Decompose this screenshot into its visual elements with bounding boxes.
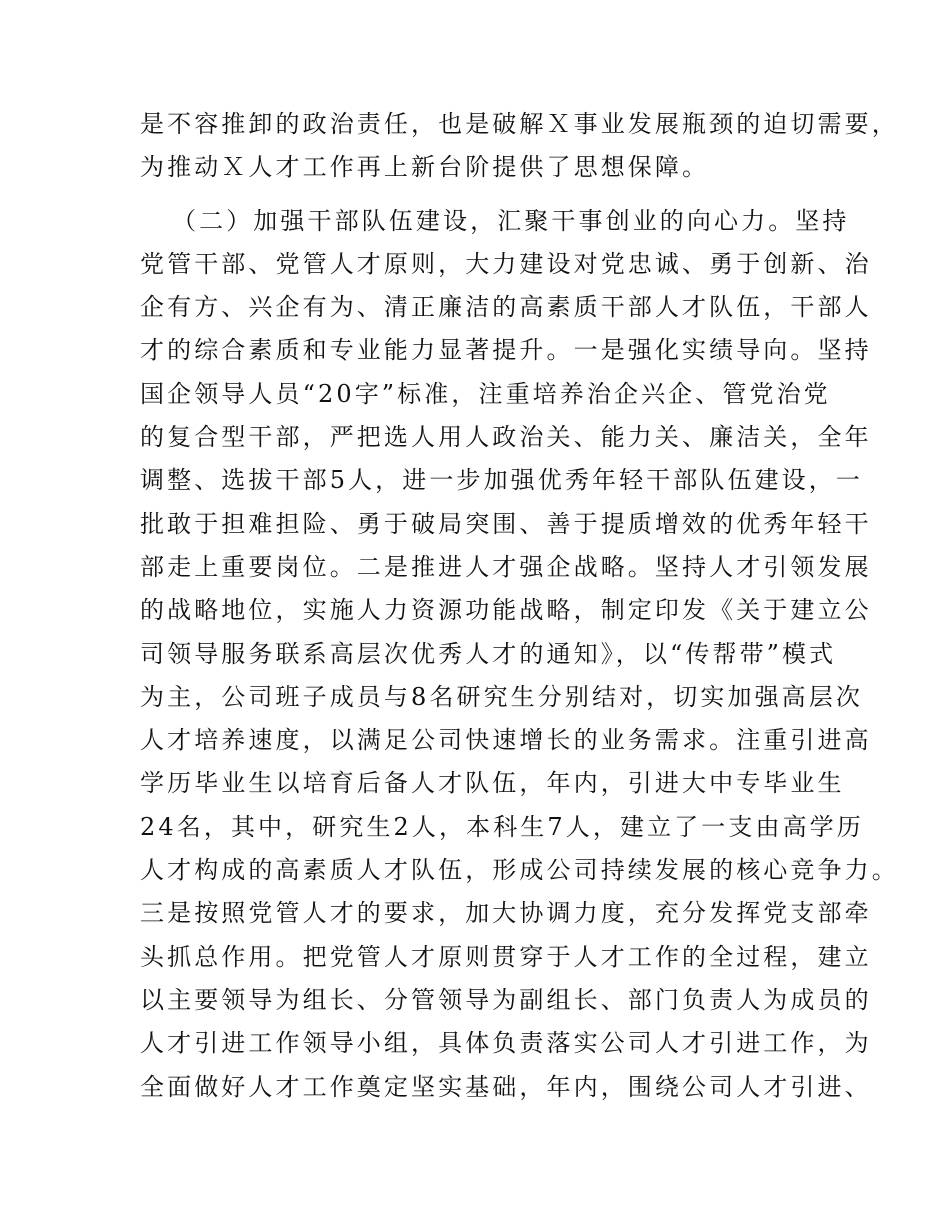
paragraph-spacer — [140, 190, 812, 200]
text-line: 人才构成的高素质人才队伍，形成公司持续发展的核心竞争力。 — [140, 856, 899, 885]
text-line: 企有方、兴企有为、清正廉洁的高素质干部人才队伍，干部人 — [140, 293, 872, 322]
text-line: 是不容推卸的政治责任，也是破解Ｘ事业发展瓶颈的迫切需要， — [140, 110, 899, 138]
text-line: 批敢于担难担险、勇于破局突围、善于提质增效的优秀年轻干 — [140, 509, 872, 538]
text-line: 司领导服务联系高层次优秀人才的通知》，以“传帮带”模式 — [140, 639, 837, 668]
text-line: 才的综合素质和专业能力显著提升。一是强化实绩导向。坚持 — [140, 336, 872, 365]
text-line: 的复合型干部，严把选人用人政治关、能力关、廉洁关，全年 — [140, 423, 872, 452]
text-line: 的战略地位，实施人力资源功能战略，制定印发《关于建立公 — [140, 596, 872, 625]
text-line: 为主，公司班子成员与8名研究生分别结对，切实加强高层次 — [140, 682, 863, 711]
text-line: 为推动Ｘ人才工作再上新台阶提供了思想保障。 — [140, 153, 710, 182]
document-body — [140, 103, 899, 1109]
text-line: 人才引进工作领导小组，具体负责落实公司人才引进工作，为 — [140, 1029, 872, 1058]
text-line: 调整、选拔干部5人，进一步加强优秀年轻干部队伍建设，一 — [140, 466, 863, 495]
text-line: 三是按照党管人才的要求，加大协调力度，充分发挥党支部牵 — [140, 899, 872, 928]
text-line: 以主要领导为组长、分管领导为副组长、部门负责人为成员的 — [140, 985, 872, 1014]
text-line: 头抓总作用。把党管人才原则贯穿于人才工作的全过程，建立 — [140, 942, 872, 971]
text-line: （二）加强干部队伍建设，汇聚干事创业的向心力。坚持 — [172, 206, 850, 235]
text-line: 党管干部、党管人才原则，大力建设对党忠诚、勇于创新、治 — [140, 249, 872, 278]
text-line: 全面做好人才工作奠定坚实基础，年内，围绕公司人才引进、 — [140, 1072, 872, 1101]
paragraph-2 — [140, 200, 899, 1109]
text-line: 人才培养速度，以满足公司快速增长的业务需求。注重引进高 — [140, 726, 872, 755]
text-line: 24名，其中，研究生2人，本科生7人，建立了一支由高学历 — [140, 812, 864, 841]
text-line: 部走上重要岗位。二是推进人才强企战略。坚持人才引领发展 — [140, 552, 872, 581]
text-line: 学历毕业生以培育后备人才队伍，年内，引进大中专毕业生 — [140, 769, 845, 798]
text-line: 国企领导人员“20字”标准，注重培养治企兴企、管党治党 — [140, 379, 831, 408]
paragraph-1 — [140, 103, 899, 190]
